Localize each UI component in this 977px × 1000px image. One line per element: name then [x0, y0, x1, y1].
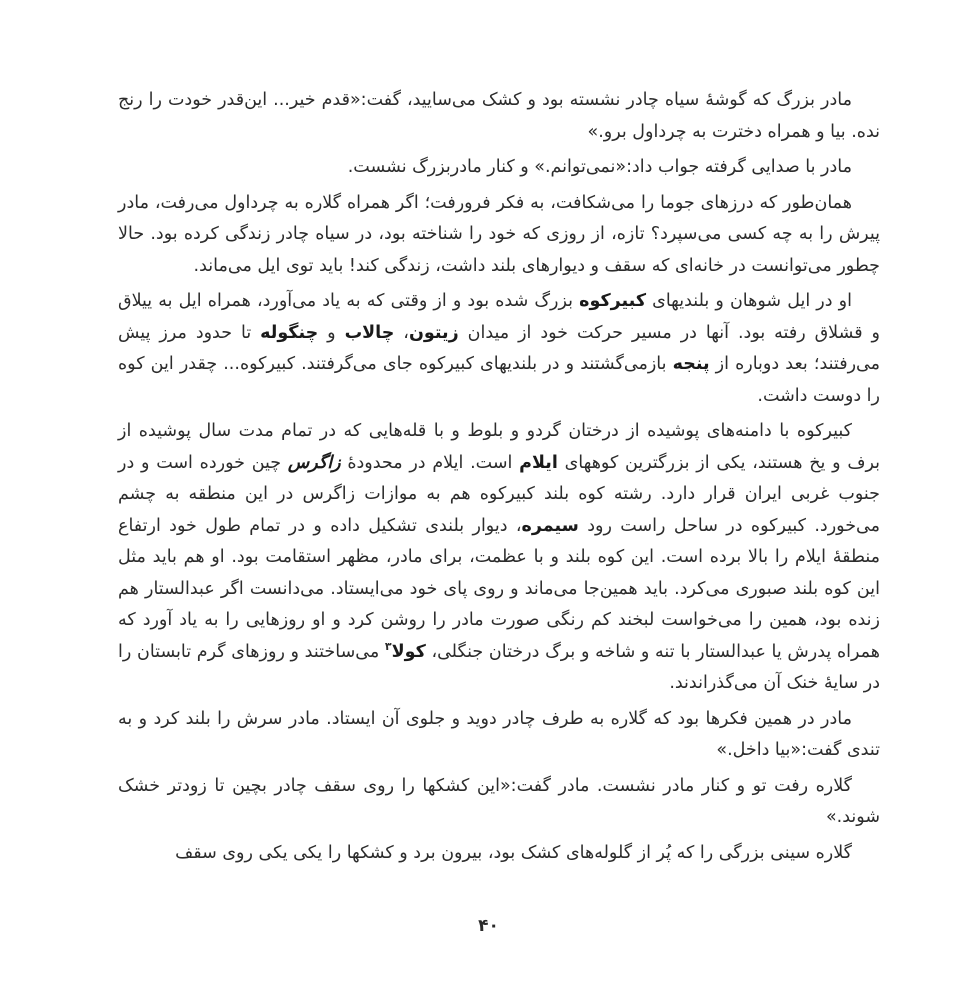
text-segment: چین خورده است و در جنوب غربی ایران قرار دارد. رشته کوه بلند کبیرکوه هم به موازات زاگرس در این منطقه به چشم می‌خورد. کبیرکوه در ساحل راست رود: [118, 452, 880, 536]
paragraph: [118, 286, 880, 412]
text-segment: گلاره رفت تو و کنار مادر نشست. مادر گفت:«این کشکها را روی سقف چادر بچین تا زودتر خشک شوند.»: [118, 775, 880, 827]
paragraph: [118, 771, 880, 834]
text-segment: گلاره سینی بزرگی را که پُر از گلوله‌های کشک بود، بیرون برد و کشکها را یکی یکی روی سقف: [175, 842, 852, 863]
text-segment: همان‌طور که درزهای جوما را می‌شکافت، به فکر فرورفت؛ اگر همراه گلاره به چرداول می‌رفت، مادر پیرش را به چه کسی می‌سپرد؟ تازه، از روزی که خود را شناخته بود، در سیاه چادر زندگی کرده بود. حالا چطور می‌توانست در خانه‌ای که سقف و دیوارهای بلند داشت، زندگی کند! باید توی ایل می‌ماند.: [118, 192, 880, 276]
text-segment: بزرگ شده بود و از وقتی که به یاد می‌آورد، همراه ایل به ییلاق و قشلاق رفته بود. آنها در مسیر حرکت خود از میدان: [118, 291, 880, 343]
text-segment: و: [318, 322, 345, 343]
text-segment: مادر بزرگ که گوشهٔ سیاه چادر نشسته بود و کشک می‌سایید، گفت:«قدم خیر... این‌قدر خودت را رنج نده. بیا و همراه دخترت به چرداول برو.»: [118, 90, 880, 142]
footnote-marker: ۳: [384, 639, 392, 653]
bold-keyword: کولا: [391, 641, 426, 662]
text-segment: بازمی‌گشتند و در بلندیهای کبیرکوه جای می‌گرفتند. کبیرکوه... چقدر این کوه را دوست داشت.: [118, 354, 880, 406]
text-segment: تا حدود مرز پیش می‌رفتند؛ بعد دوباره از: [118, 322, 880, 374]
bold-keyword: پنجه: [672, 354, 710, 374]
paragraph: [118, 152, 880, 184]
book-page-body: [118, 85, 880, 873]
text-segment: ، دیوار بلندی تشکیل داده و در تمام طول خود ارتفاع منطقهٔ ایلام را بالا برده است. این کوه بلند و با عظمت، برای مادر، مظهر استقامت بود. او هم باید مثل این کوه بلند صبوری می‌کرد. باید همین‌جا می‌ماند و روی پای خود می‌ایستاد. می‌دانست اگر عبدالستار هم زنده بود، همین را می‌خواست لبخند کم رنگی صورت مادر را روشن کرد و او روزهایی را به یاد آورد که همراه پدرش یا عبدالستار با تنه و شاخه و برگ درختان جنگلی،: [118, 515, 880, 662]
bold-keyword: ایلام: [519, 452, 558, 473]
bold-keyword: چالاب: [344, 322, 395, 343]
bold-keyword: زیتون: [408, 322, 459, 343]
text-segment: کبیرکوه با دامنه‌های پوشیده از درختان گردو و بلوط و با قله‌هایی که در تمام مدت سال پوشیده از برف و یخ هستند، یکی از بزرگترین کوههای: [118, 421, 880, 473]
paragraph: [118, 188, 880, 283]
paragraph: [118, 838, 880, 870]
text-segment: او در ایل شوهان و بلندیهای: [646, 291, 852, 311]
text-segment: ،: [394, 322, 409, 343]
bold-keyword: سیمره: [521, 515, 579, 536]
text-segment: می‌ساختند و روزهای گرم تابستان را در سایهٔ خنک آن می‌گذراندند.: [118, 641, 880, 693]
bold-italic-keyword: زاگرس: [287, 452, 341, 473]
bold-keyword: چنگوله: [260, 322, 319, 343]
page-number: ۴۰: [478, 916, 499, 936]
text-segment: مادر با صدایی گرفته جواب داد:«نمی‌توانم.» و کنار مادربزرگ نشست.: [347, 157, 852, 177]
bold-keyword: کبیرکوه: [579, 291, 647, 311]
text-segment: مادر در همین فکرها بود که گلاره به طرف چادر دوید و جلوی آن ایستاد. مادر سرش را بلند کرد و به تندی گفت:«بیا داخل.»: [118, 708, 880, 760]
paragraph: [118, 85, 880, 148]
text-segment: است. ایلام در محدودهٔ: [340, 452, 520, 473]
paragraph: [118, 704, 880, 767]
paragraph: [118, 416, 880, 700]
